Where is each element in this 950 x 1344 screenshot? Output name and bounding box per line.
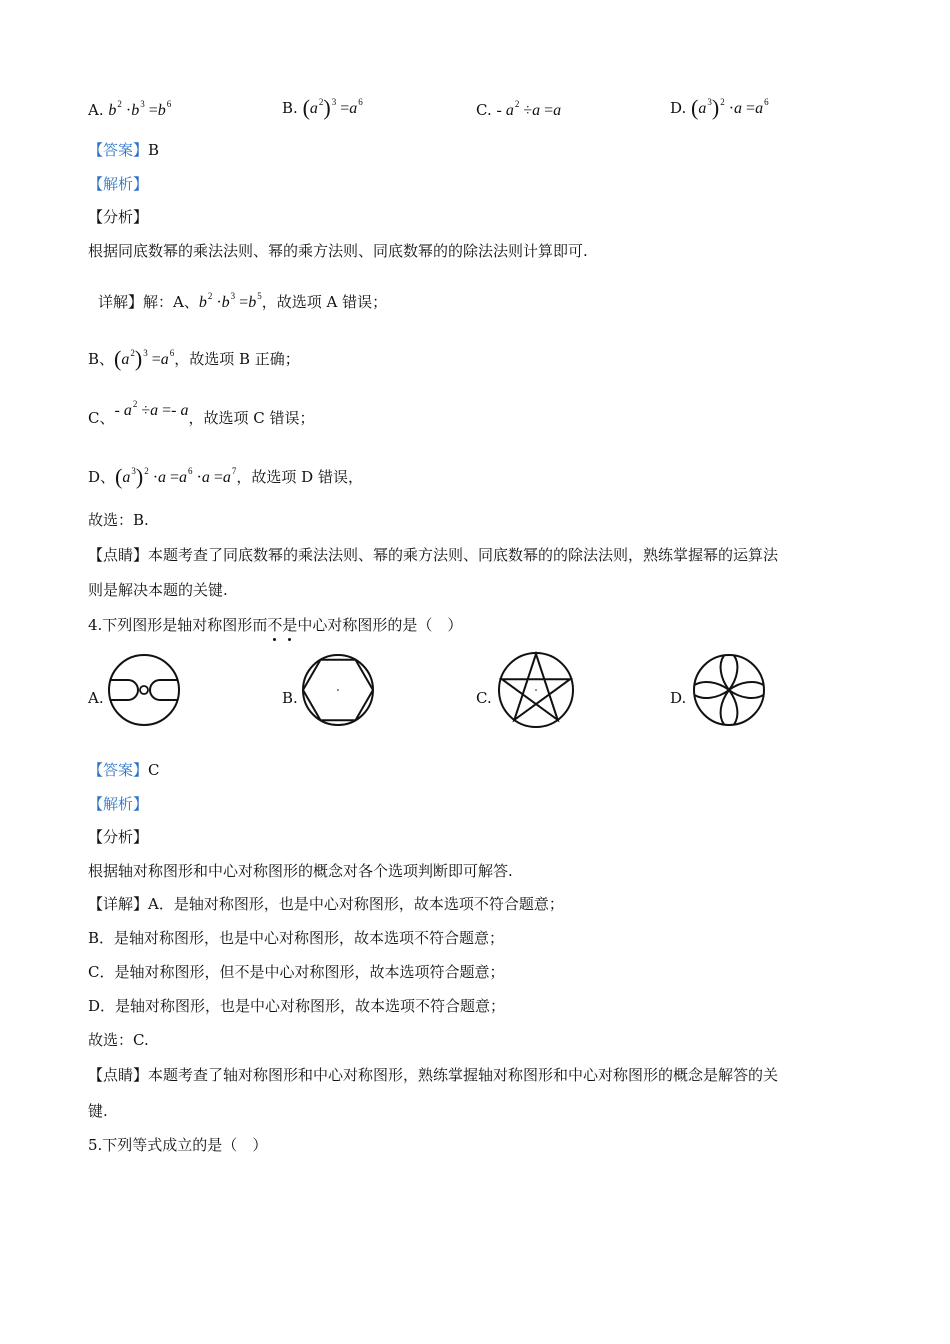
q3-option-b: B. $(a^2)^3 =a^6$ — [282, 95, 363, 120]
q3-option-c-formula: - $a^2 \div a =a$ — [496, 99, 562, 119]
q4-fenxi-tag: 【分析】 — [88, 828, 149, 846]
q4-option-c-label: C. — [476, 689, 492, 707]
q4-option-a-label: A. — [88, 689, 104, 707]
q5-stem: 5.下列等式成立的是（ ） — [88, 1136, 268, 1154]
q4-comment-2: 键. — [88, 1102, 108, 1120]
q3-option-b-formula: $(a^2)^3 =a^6$ — [302, 95, 363, 120]
q4-figure-b — [300, 652, 376, 728]
q4-detail-a: 【详解】A．是轴对称图形，也是中心对称图形，故本选项不符合题意； — [88, 895, 564, 913]
q3-detail-a: 详解】解：A、$b^2 \cdot b^3 =b^5$，故选项 A 错误； — [98, 291, 388, 311]
q3-option-d-formula: $(a^3)^2 \cdot a =a^6$ — [691, 95, 769, 120]
q3-option-c: C. - $a^2 \div a =a$ — [476, 99, 562, 119]
q3-detail-d: D、$(a^3)^2 \cdot a =a^6 \cdot a =a^7$，故选项 D 错误， — [88, 464, 363, 489]
q4-fenxi-text: 根据轴对称图形和中心对称图形的概念对各个选项判断即可解答. — [88, 862, 513, 880]
q3-analysis-tag: 【解析】 — [88, 175, 149, 193]
q3-fenxi-tag: 【分析】 — [88, 208, 149, 226]
q3-comment-1: 【点睛】本题考查了同底数幂的乘法法则、幂的乘方法则、同底数幂的的除法法则，熟练掌握幂的运算法 — [88, 546, 779, 564]
q4-answer: 【答案】C — [88, 761, 160, 779]
q3-option-a: A. $b^2 \cdot b^3 =b^6$ — [88, 99, 172, 119]
q4-stem: 4.下列图形是轴对称图形而不是中心对称图形的是（ ） — [88, 616, 463, 634]
q4-option-d-label: D. — [670, 689, 687, 707]
q4-analysis-tag: 【解析】 — [88, 795, 149, 813]
q4-detail-d: D．是轴对称图形，也是中心对称图形，故本选项不符合题意； — [88, 997, 506, 1015]
q4-figure-d — [690, 652, 768, 728]
q4-detail-c: C．是轴对称图形，但不是中心对称图形，故本选项符合题意； — [88, 963, 505, 981]
q3-comment-2: 则是解决本题的关键. — [88, 581, 228, 599]
q3-choose: 故选：B. — [88, 511, 149, 529]
q3-option-d: D. $(a^3)^2 \cdot a =a^6$ — [670, 95, 769, 120]
q4-choose: 故选：C. — [88, 1031, 149, 1049]
q3-option-a-formula: $b^2 \cdot b^3 =b^6$ — [108, 99, 172, 119]
q3-detail-c: C、- $a^2 \div a =- a$，故选项 C 错误； — [88, 399, 315, 427]
q4-detail-b: B．是轴对称图形，也是中心对称图形，故本选项不符合题意； — [88, 929, 505, 947]
q3-detail-b: B、$(a^2)^3 =a^6$，故选项 B 正确； — [88, 346, 300, 371]
q4-figure-c — [496, 650, 576, 730]
q4-figure-a — [106, 652, 182, 728]
q4-option-b-label: B. — [282, 689, 298, 707]
q4-comment-1: 【点睛】本题考查了轴对称图形和中心对称图形，熟练掌握轴对称图形和中心对称图形的概念是解答的关 — [88, 1066, 779, 1084]
q3-fenxi-text: 根据同底数幂的乘法法则、幂的乘方法则、同底数幂的的除法法则计算即可. — [88, 242, 588, 260]
q3-answer: 【答案】B — [88, 141, 160, 159]
